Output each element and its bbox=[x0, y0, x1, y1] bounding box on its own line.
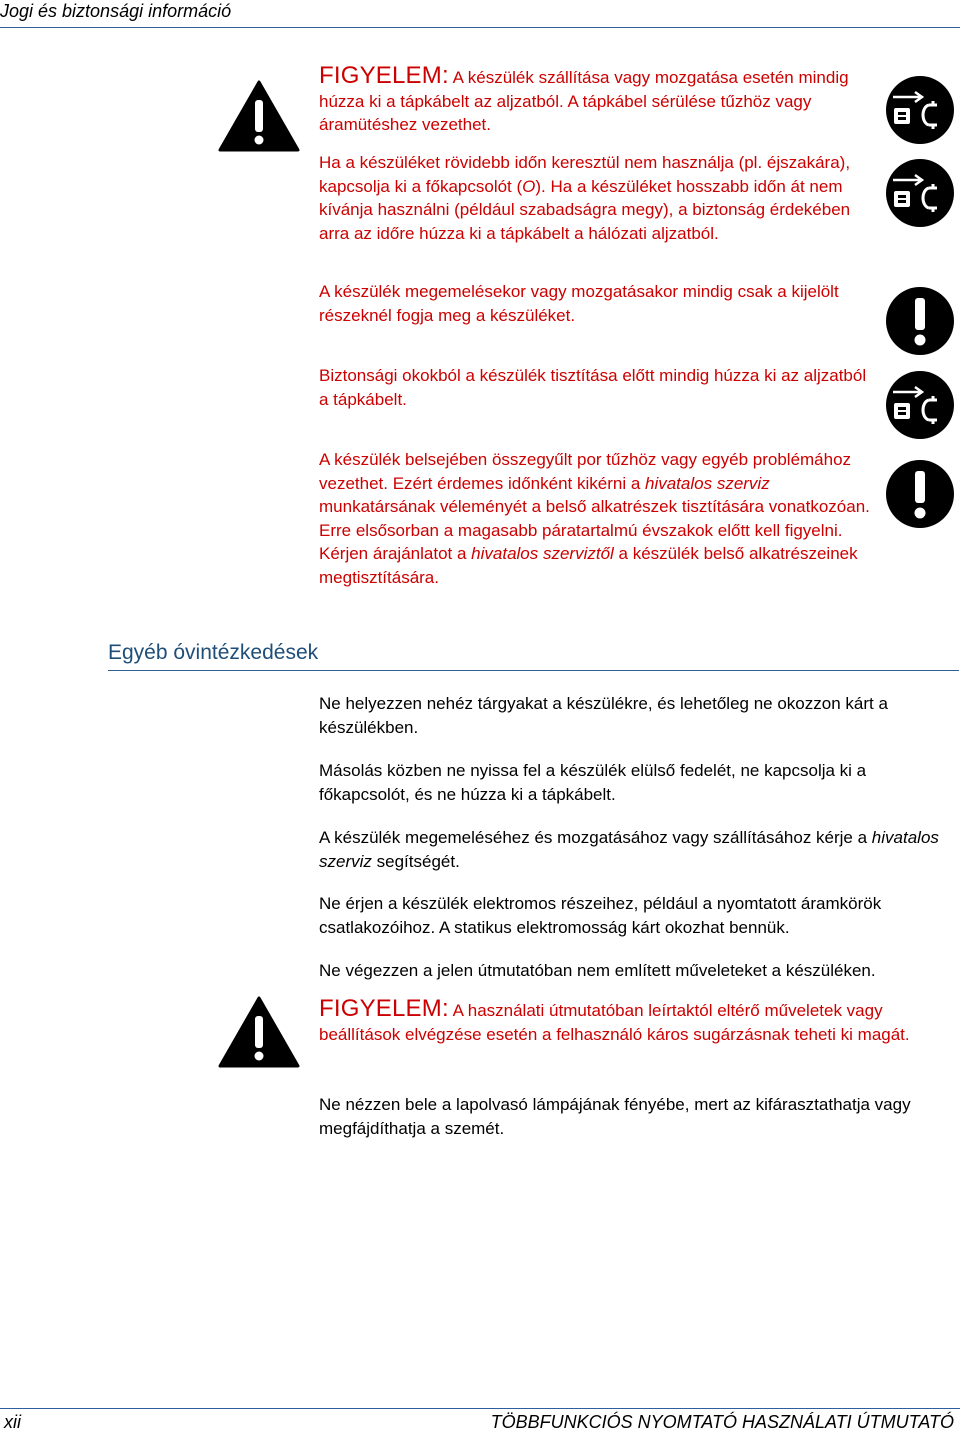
off-symbol: O bbox=[522, 176, 536, 196]
exclamation-circle-icon bbox=[885, 286, 955, 356]
paragraph-transport-italic: hivatalos szerviz bbox=[319, 828, 939, 871]
paragraph-transport bbox=[319, 826, 960, 873]
footer-rule bbox=[0, 1408, 960, 1409]
paragraph-cleaning: Biztonsági okokból a készülék tisztítása előtt mindig húzza ki az aljzatból a tápkábelt. bbox=[319, 366, 867, 409]
header-title: Jogi és biztonsági információ bbox=[0, 1, 232, 21]
footer-title: TÖBBFUNKCIÓS NYOMTATÓ HASZNÁLATI ÚTMUTATÓ bbox=[490, 1412, 954, 1432]
section-heading: Egyéb óvintézkedések bbox=[108, 641, 319, 664]
paragraph-dust bbox=[319, 448, 881, 589]
paragraph-copying: Másolás közben ne nyissa fel a készülék elülső fedelét, ne kapcsolja ki a főkapcsolót, és ne húzza ki a tápkábelt. bbox=[319, 761, 867, 804]
paragraph-transport-part2: segítségét. bbox=[371, 851, 460, 871]
paragraph-power-off bbox=[319, 151, 874, 245]
header-rule bbox=[0, 27, 960, 28]
warning-triangle-icon bbox=[218, 80, 300, 152]
paragraph-electronic: Ne érjen a készülék elektromos részeihez, például a nyomtatott áramkörök csatlakozóihoz. A statikus elektromosság kárt okozhat bennük. bbox=[319, 894, 882, 937]
paragraph-dust-part1: A készülék belsejében összegyűlt por tűzhöz vagy egyéb problémához vezethet. Ezért érdemes időnként kikérni a bbox=[319, 450, 852, 493]
warning-1-text: A készülék szállítása vagy mozgatása esetén mindig húzza ki a tápkábelt az aljzatból. A tápkábel sérülése tűzhöz vagy áramütéshez vezethet. bbox=[319, 68, 849, 134]
warning-2-text: A használati útmutatóban leírtaktól eltérő műveletek vagy beállítások elvégzése esetén a felhasználó káros sugárzásnak teheti ki magát. bbox=[319, 1001, 910, 1044]
paragraph-heavy-objects: Ne helyezzen nehéz tárgyakat a készülékre, és lehetőleg ne okozzon kárt a készülékben. bbox=[319, 694, 888, 737]
warning-1-block bbox=[319, 64, 874, 137]
paragraph-operations: Ne végezzen a jelen útmutatóban nem említett műveleteket a készüléken. bbox=[319, 961, 876, 980]
warning-2-label: FIGYELEM: bbox=[319, 995, 449, 1022]
paragraph-dust-part2: munkatársának véleményét a belső alkatrészek tisztítására vonatkozóan. Erre elsősorban a magasabb páratartalmú évszakok előtt kell figyelni. Kérjen árajánlatot a bbox=[319, 497, 870, 563]
paragraph-power-off-part1: Ha a készüléket rövidebb időn keresztül nem használja (pl. éjszakára), kapcsolja ki a főkapcsolót ( bbox=[319, 153, 851, 196]
unplug-icon bbox=[885, 75, 955, 145]
section-rule bbox=[108, 670, 959, 671]
paragraph-dust-italic2: hivatalos szerviztől bbox=[471, 544, 614, 563]
paragraph-lifting: A készülék megemelésekor vagy mozgatásakor mindig csak a kijelölt részeknél fogja meg a készüléket. bbox=[319, 282, 839, 325]
warning-triangle-icon bbox=[218, 996, 300, 1068]
unplug-icon bbox=[885, 370, 955, 440]
paragraph-power-off-part2: ). Ha a készüléket hosszabb időn át nem kívánja használni (például szabadságra megy), a biztonság érdekében arra az időre húzza ki a tápkábelt a hálózati aljzatból. bbox=[319, 176, 851, 243]
paragraph-dust-italic1: hivatalos szerviz bbox=[645, 473, 770, 493]
warning-2-block bbox=[319, 997, 960, 1046]
paragraph-dust-part3: a készülék belső alkatrészeinek megtisztítására. bbox=[319, 544, 858, 587]
unplug-icon bbox=[885, 158, 955, 228]
paragraph-transport-part1: A készülék megemeléséhez és mozgatásához vagy szállításához kérje a bbox=[319, 828, 872, 847]
warning-1-label: FIGYELEM: bbox=[319, 62, 449, 89]
page-number: xii bbox=[4, 1412, 21, 1432]
paragraph-laser: Ne nézzen bele a lapolvasó lámpájának fényébe, mert az kifárasztathatja vagy megfájdíthatja a szemét. bbox=[319, 1095, 911, 1138]
exclamation-circle-icon bbox=[885, 459, 955, 529]
